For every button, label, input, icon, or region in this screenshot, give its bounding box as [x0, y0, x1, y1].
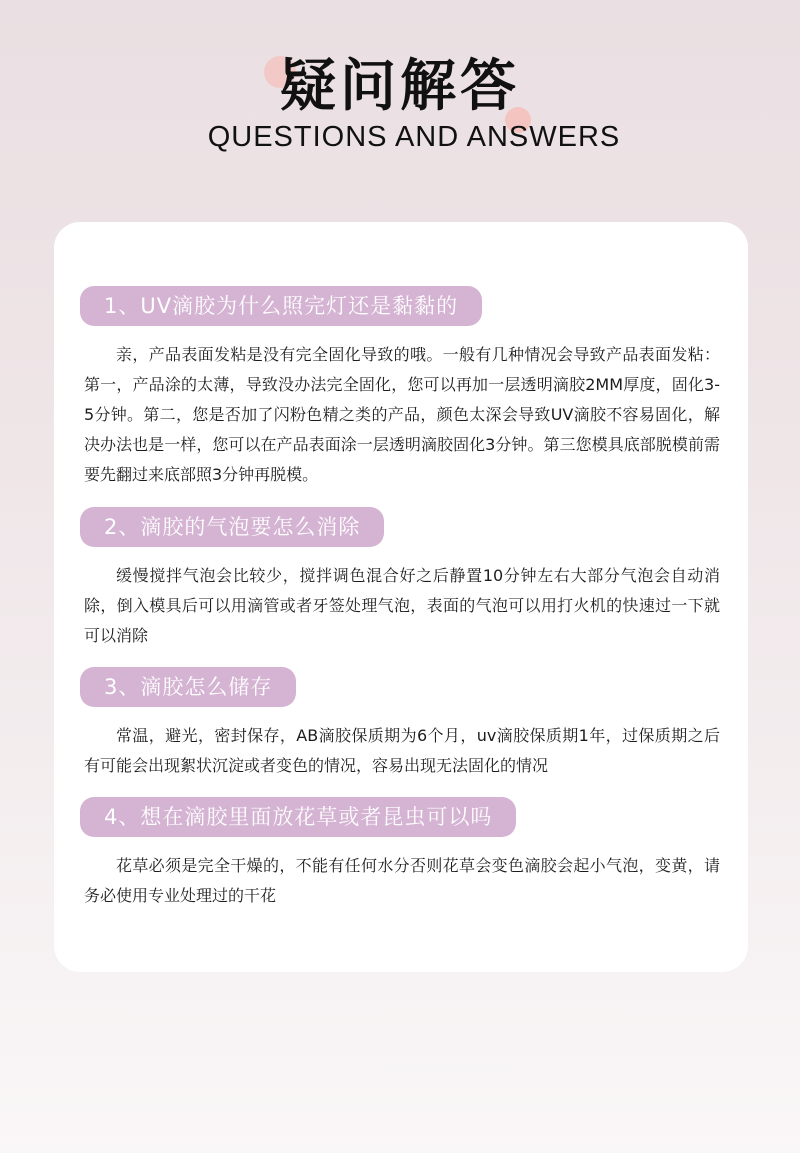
question-label: 3、滴胶怎么储存	[80, 667, 296, 707]
qa-item-1	[80, 286, 720, 490]
qa-item-2	[80, 507, 720, 651]
page-subtitle: QUESTIONS AND ANSWERS	[207, 121, 621, 153]
page-title: 疑问解答	[280, 54, 520, 119]
qa-item-4	[80, 797, 720, 911]
answer-text: 缓慢搅拌气泡会比较少，搅拌调色混合好之后静置10分钟左右大部分气泡会自动消除，倒入模具后可以用滴管或者牙签处理气泡，表面的气泡可以用打火机的快速过一下就可以消除	[84, 566, 720, 645]
qa-item-3	[80, 667, 720, 781]
page-header	[0, 0, 800, 200]
answer-text: 亲，产品表面发粘是没有完全固化导致的哦。一般有几种情况会导致产品表面发粘：第一，产品涂的太薄，导致没办法完全固化，您可以再加一层透明滴胶2MM厚度，固化3-5分钟。第二，您是否加了闪粉色精之类的产品，颜色太深会导致UV滴胶不容易固化，解决办法也是一样，您可以在产品表面涂一层透明滴胶固化3分钟。第三您模具底部脱模前需要先翻过来底部照3分钟再脱模。	[84, 345, 720, 484]
answer-text: 花草必须是完全干燥的，不能有任何水分否则花草会变色滴胶会起小气泡，变黄，请务必使用专业处理过的干花	[84, 856, 720, 905]
answer-text: 常温，避光，密封保存，AB滴胶保质期为6个月，uv滴胶保质期1年，过保质期之后有可能会出现絮状沉淀或者变色的情况，容易出现无法固化的情况	[84, 726, 720, 775]
question-label: 4、想在滴胶里面放花草或者昆虫可以吗	[80, 797, 516, 837]
question-label: 2、滴胶的气泡要怎么消除	[80, 507, 384, 547]
question-label: 1、UV滴胶为什么照完灯还是黏黏的	[80, 286, 482, 326]
